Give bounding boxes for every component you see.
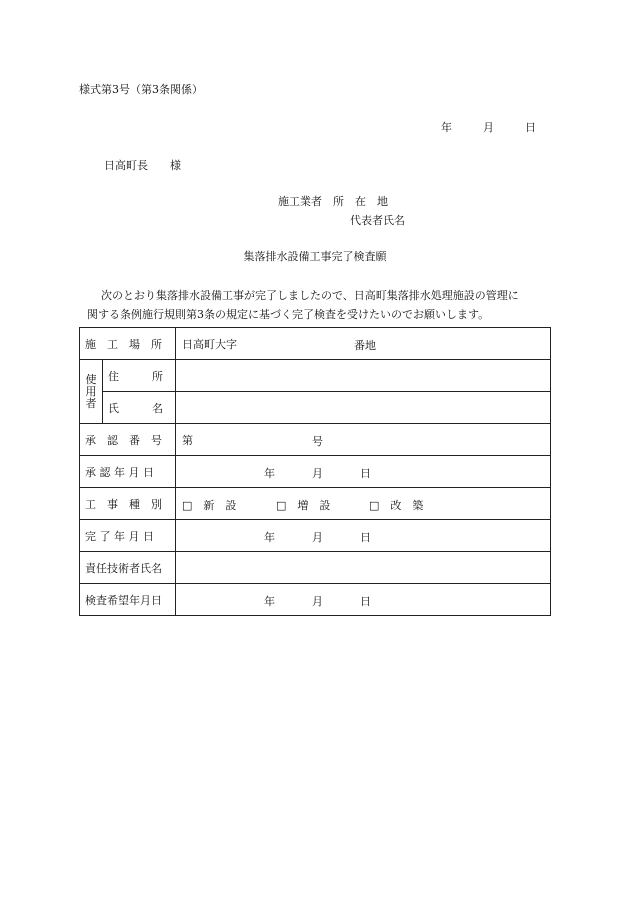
approval-number-label: 承 認 番 号 — [80, 424, 176, 456]
table-row — [80, 456, 551, 488]
site-field[interactable] — [176, 328, 551, 360]
approval-number-prefix: 第 — [182, 433, 193, 447]
site-prefix: 日高町大字 — [182, 337, 237, 351]
table-row — [80, 584, 551, 616]
approval-date-label: 承 認 年 月 日 — [80, 456, 176, 488]
table-row — [80, 360, 551, 392]
inspection-date-field[interactable] — [176, 584, 551, 616]
table-row — [80, 424, 551, 456]
inspection-year: 年 — [264, 595, 275, 608]
site-suffix: 番地 — [354, 339, 376, 352]
checkbox-renovation[interactable]: □ 改 築 — [369, 499, 424, 512]
table-row — [80, 552, 551, 584]
approval-number-field[interactable] — [176, 424, 551, 456]
submission-date — [441, 119, 536, 135]
inspection-form-table — [79, 327, 551, 616]
work-type-field — [176, 488, 551, 520]
user-name-field[interactable] — [176, 392, 551, 424]
completion-day: 日 — [360, 531, 371, 544]
table-row — [80, 488, 551, 520]
table-row — [80, 392, 551, 424]
table-row — [80, 328, 551, 360]
date-month: 月 — [483, 121, 494, 134]
date-year: 年 — [441, 121, 452, 134]
approval-month: 月 — [312, 467, 323, 480]
addressee: 日高町長 様 — [104, 159, 181, 172]
checkbox-new-construction[interactable]: □ 新 設 — [182, 499, 237, 512]
engineer-name-field[interactable] — [176, 552, 551, 584]
completion-month: 月 — [312, 531, 323, 544]
approval-date-field[interactable] — [176, 456, 551, 488]
document-title: 集落排水設備工事完了検査願 — [243, 250, 387, 263]
date-day: 日 — [525, 121, 536, 134]
inspection-date-label: 検査希望年月日 — [80, 584, 176, 616]
representative-name-label: 代表者氏名 — [350, 214, 405, 227]
user-name-label: 氏 名 — [103, 392, 176, 424]
completion-date-label: 完 了 年 月 日 — [80, 520, 176, 552]
user-address-label: 住 所 — [103, 360, 176, 392]
body-text-line-2: 関する条例施行規則第3条の規定に基づく完了検査を受けたいのでお願いします。 — [87, 308, 490, 321]
approval-day: 日 — [360, 467, 371, 480]
user-group-label: 使用者 — [80, 360, 103, 424]
inspection-month: 月 — [312, 595, 323, 608]
completion-date-field[interactable] — [176, 520, 551, 552]
checkbox-extension[interactable]: □ 増 設 — [276, 499, 331, 512]
inspection-day: 日 — [360, 595, 371, 608]
body-text-line-1: 次のとおり集落排水設備工事が完了しましたので、日高町集落排水処理施設の管理に — [101, 289, 519, 302]
table-row — [80, 520, 551, 552]
approval-number-suffix: 号 — [312, 435, 323, 448]
completion-year: 年 — [264, 531, 275, 544]
engineer-name-label: 責任技術者氏名 — [80, 552, 176, 584]
work-type-label: 工 事 種 別 — [80, 488, 176, 520]
user-address-field[interactable] — [176, 360, 551, 392]
approval-year: 年 — [264, 467, 275, 480]
site-label: 施 工 場 所 — [80, 328, 176, 360]
applicant-address-label: 施工業者 所 在 地 — [278, 195, 388, 208]
form-number: 様式第3号（第3条関係） — [79, 83, 203, 96]
